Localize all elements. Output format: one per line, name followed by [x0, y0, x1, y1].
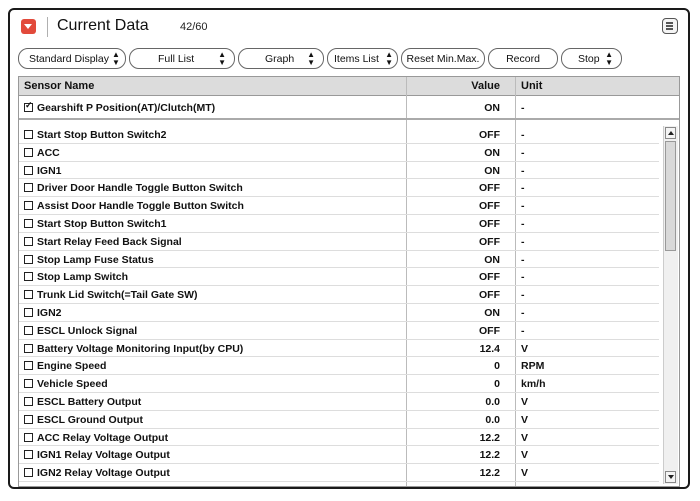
- row-checkbox[interactable]: [24, 255, 33, 264]
- updown-arrows-icon: ▲ ▼: [307, 49, 315, 67]
- menu-icon[interactable]: [662, 18, 678, 34]
- table-header: [19, 77, 679, 96]
- row-checkbox[interactable]: [24, 130, 33, 139]
- table-row[interactable]: [19, 393, 659, 411]
- table-row[interactable]: [19, 251, 659, 269]
- table-row[interactable]: [19, 429, 659, 447]
- table-row[interactable]: [19, 357, 659, 375]
- panel-header: [10, 10, 688, 44]
- sensor-name: Stop Lamp Switch: [37, 271, 129, 284]
- row-checkbox[interactable]: [24, 415, 33, 424]
- row-checkbox[interactable]: [24, 290, 33, 299]
- table-row[interactable]: [19, 179, 659, 197]
- table-row[interactable]: [19, 126, 659, 144]
- sensor-name: ACC Relay Voltage Output: [37, 431, 169, 444]
- table-row[interactable]: [19, 286, 659, 304]
- column-unit[interactable]: Unit: [521, 80, 543, 92]
- sensor-unit: -: [521, 218, 525, 230]
- sensor-name: Stop Lamp Fuse Status: [37, 253, 154, 266]
- sensor-unit: -: [521, 102, 525, 114]
- sensor-value: 0.0: [485, 396, 500, 408]
- table-row[interactable]: [19, 340, 659, 358]
- item-count: 42/60: [180, 21, 208, 33]
- row-checkbox[interactable]: [24, 326, 33, 335]
- pinned-row[interactable]: [19, 96, 679, 120]
- row-checkbox[interactable]: [24, 166, 33, 175]
- sensor-unit: -: [521, 200, 525, 213]
- view-mode-label: Graph: [265, 52, 295, 65]
- table-row[interactable]: [19, 215, 659, 233]
- sensor-value: OFF: [479, 235, 500, 248]
- sensor-value: 0.0: [485, 413, 500, 426]
- row-checkbox[interactable]: [24, 103, 33, 112]
- display-mode-label: Standard Display: [29, 52, 109, 65]
- sensor-name: Driver Door Handle Toggle Button Switch: [37, 182, 243, 195]
- sensor-name: Start Stop Button Switch1: [37, 218, 167, 230]
- row-checkbox[interactable]: [24, 379, 33, 388]
- scroll-up-icon[interactable]: [665, 127, 676, 139]
- items-list-select[interactable]: [327, 48, 398, 69]
- sensor-name: IGN1 Relay Voltage Output: [37, 449, 170, 462]
- column-value[interactable]: Value: [471, 80, 500, 92]
- sensor-name: Gearshift P Position(AT)/Clutch(MT): [37, 102, 216, 114]
- sensor-name: Battery Voltage Monitoring Input(by CPU): [37, 342, 244, 355]
- sensor-name: Engine Speed: [37, 360, 107, 373]
- sensor-value: 12.4: [479, 342, 500, 355]
- row-checkbox[interactable]: [24, 201, 33, 210]
- panel-title: Current Data: [57, 17, 149, 34]
- table-row[interactable]: [19, 464, 659, 482]
- scroll-down-icon[interactable]: [665, 471, 676, 483]
- row-checkbox[interactable]: [24, 433, 33, 442]
- sensor-name: ACC: [37, 146, 60, 159]
- table-row[interactable]: [19, 304, 659, 322]
- sensor-value: ON: [484, 307, 500, 319]
- row-checkbox[interactable]: [24, 219, 33, 228]
- sensor-value: ON: [484, 102, 500, 114]
- sensor-name: Trunk Lid Switch(=Tail Gate SW): [37, 289, 198, 302]
- updown-arrows-icon: ▲ ▼: [605, 49, 613, 67]
- display-mode-select[interactable]: [18, 48, 126, 69]
- sensor-name: ESCL Unlock Signal: [37, 324, 138, 337]
- sensor-name: IGN1: [37, 164, 62, 177]
- sensor-table: [18, 76, 680, 487]
- row-checkbox[interactable]: [24, 397, 33, 406]
- sensor-value: OFF: [479, 129, 500, 141]
- sensor-name: IGN2 Relay Voltage Output: [37, 467, 170, 480]
- scroll-thumb[interactable]: [665, 141, 676, 251]
- updown-arrows-icon: ▲ ▼: [218, 49, 226, 67]
- sensor-value: 0: [494, 378, 500, 391]
- sensor-name: Assist Door Handle Toggle Button Switch: [37, 200, 244, 213]
- row-checkbox[interactable]: [24, 237, 33, 246]
- vertical-scrollbar[interactable]: [663, 126, 678, 484]
- view-mode-select[interactable]: [238, 48, 324, 69]
- list-mode-label: Full List: [158, 52, 195, 65]
- record-button[interactable]: Record: [488, 48, 558, 69]
- row-checkbox[interactable]: [24, 183, 33, 192]
- sensor-unit: -: [521, 146, 525, 159]
- table-row[interactable]: [19, 197, 659, 215]
- updown-arrows-icon: ▲ ▼: [111, 49, 120, 67]
- sensor-value: OFF: [479, 271, 500, 284]
- sensor-value: 12.2: [479, 467, 500, 480]
- sensor-value: OFF: [479, 289, 500, 302]
- sensor-value: 0: [494, 360, 500, 373]
- column-sensor-name[interactable]: Sensor Name: [24, 80, 95, 92]
- sensor-value: OFF: [479, 218, 500, 230]
- table-row[interactable]: [19, 446, 659, 464]
- table-row[interactable]: [19, 411, 659, 429]
- row-checkbox[interactable]: [24, 361, 33, 370]
- table-row[interactable]: [19, 375, 659, 393]
- stop-select[interactable]: [561, 48, 622, 69]
- sensor-unit: V: [521, 342, 529, 355]
- row-checkbox[interactable]: [24, 308, 33, 317]
- sensor-name: Vehicle Speed: [37, 378, 108, 391]
- reset-minmax-button[interactable]: Reset Min.Max.: [401, 48, 485, 69]
- sensor-unit: -: [521, 324, 525, 337]
- sensor-value: OFF: [479, 182, 500, 195]
- title-divider: [47, 17, 48, 37]
- sensor-name: ESCL Ground Output: [37, 413, 143, 426]
- table-row[interactable]: [19, 144, 659, 162]
- sensor-unit: -: [521, 307, 525, 319]
- sensor-unit: -: [521, 289, 525, 302]
- sensor-unit: -: [521, 182, 525, 195]
- toolbar: [18, 48, 678, 70]
- row-checkbox[interactable]: [24, 468, 33, 477]
- sensor-unit: V: [521, 467, 529, 480]
- table-row[interactable]: [19, 233, 659, 251]
- sensor-unit: km/h: [521, 378, 546, 391]
- table-row[interactable]: [19, 268, 659, 286]
- sensor-value: ON: [484, 164, 500, 177]
- updown-arrows-icon: ▲ ▼: [385, 49, 393, 67]
- sensor-unit: V: [521, 413, 529, 426]
- list-mode-select[interactable]: [129, 48, 235, 69]
- current-data-panel: [8, 8, 690, 489]
- sensor-value: ON: [484, 253, 500, 266]
- sensor-name: ESCL Battery Output: [37, 396, 142, 408]
- sensor-unit: -: [521, 164, 525, 177]
- sensor-unit: -: [521, 253, 525, 266]
- sensor-unit: -: [521, 271, 525, 284]
- collapse-arrow-icon[interactable]: [21, 19, 36, 34]
- sensor-name: Start Relay Feed Back Signal: [37, 235, 182, 248]
- sensor-unit: V: [521, 396, 529, 408]
- row-checkbox[interactable]: [24, 450, 33, 459]
- sensor-value: ON: [484, 146, 500, 159]
- sensor-unit: V: [521, 431, 529, 444]
- row-checkbox[interactable]: [24, 272, 33, 281]
- row-checkbox[interactable]: [24, 148, 33, 157]
- sensor-name: Start Stop Button Switch2: [37, 129, 167, 141]
- sensor-unit: -: [521, 129, 525, 141]
- sensor-unit: V: [521, 449, 529, 462]
- sensor-unit: RPM: [521, 360, 545, 373]
- sensor-unit: -: [521, 235, 525, 248]
- sensor-name: IGN2: [37, 307, 62, 319]
- table-row[interactable]: [19, 322, 659, 340]
- table-row[interactable]: [19, 162, 659, 180]
- stop-label: Stop: [578, 52, 600, 65]
- sensor-value: OFF: [479, 324, 500, 337]
- sensor-value: 12.2: [479, 431, 500, 444]
- sensor-value: OFF: [479, 200, 500, 213]
- row-checkbox[interactable]: [24, 344, 33, 353]
- items-list-label: Items List: [334, 52, 379, 65]
- sensor-value: 12.2: [479, 449, 500, 462]
